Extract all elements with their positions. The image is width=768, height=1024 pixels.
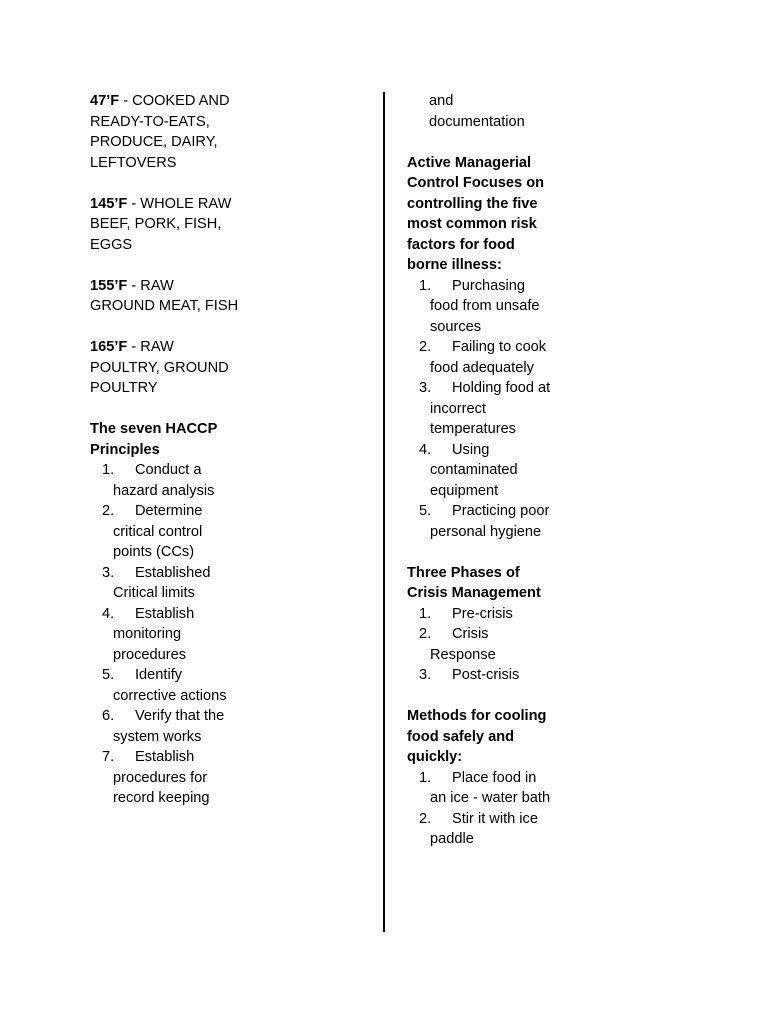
temp-description: - RAW GROUND MEAT, FISH xyxy=(90,277,239,314)
left-column xyxy=(90,91,240,829)
list-number: 1. xyxy=(419,277,432,294)
list-number: 3. xyxy=(419,380,432,396)
list-number: 3. xyxy=(102,564,115,581)
temp-value: 145’F xyxy=(90,195,128,212)
list-text: Establish procedures for record keeping xyxy=(113,749,210,806)
haccp-heading: The seven HACCP Principles xyxy=(90,421,218,458)
list-number: 2. xyxy=(419,339,432,355)
list-text: Using contaminated equipment xyxy=(430,441,518,499)
temp-value: 47’F xyxy=(90,93,120,109)
haccp-list xyxy=(90,460,240,809)
list-text: Post-crisis xyxy=(452,667,520,683)
list-text: Place food in an ice - water bath xyxy=(430,769,551,806)
list-number: 7. xyxy=(102,749,115,765)
list-item xyxy=(407,501,552,542)
list-text: Stir it with ice paddle xyxy=(430,810,538,847)
list-item xyxy=(90,706,240,747)
list-item xyxy=(90,604,240,666)
right-column xyxy=(407,91,552,870)
list-text: Established Critical limits xyxy=(113,564,211,601)
risk-factors-list xyxy=(407,276,552,543)
list-item xyxy=(90,665,240,706)
list-number: 1. xyxy=(419,605,432,622)
list-text: Failing to cook food adequately xyxy=(430,339,547,376)
list-item xyxy=(90,563,240,604)
list-continuation: and documentation xyxy=(429,93,525,130)
list-item xyxy=(407,276,552,338)
list-number: 5. xyxy=(419,503,432,519)
list-text: Determine critical control points (CCs) xyxy=(113,503,203,560)
list-item xyxy=(407,604,552,625)
list-text: Conduct a hazard analysis xyxy=(113,462,215,499)
list-text: Practicing poor personal hygiene xyxy=(430,503,550,540)
list-item xyxy=(90,501,240,563)
list-number: 2. xyxy=(419,810,432,827)
list-text: Holding food at incorrect temperatures xyxy=(430,380,551,437)
list-text: Verify that the system works xyxy=(113,708,225,745)
temp-entry-145 xyxy=(90,194,240,256)
temp-entry-47 xyxy=(90,91,240,173)
temp-description: - COOKED AND READY-TO-EATS, PRODUCE, DAIRY, LEFTOVERS xyxy=(90,93,230,171)
list-item xyxy=(407,624,552,665)
list-item xyxy=(407,440,552,502)
list-item xyxy=(407,665,552,686)
temp-description: - RAW POULTRY, GROUND POULTRY xyxy=(90,339,229,396)
temp-value: 155’F xyxy=(90,277,128,294)
list-number: 6. xyxy=(102,708,115,724)
temp-entry-155 xyxy=(90,276,240,317)
list-number: 1. xyxy=(102,462,115,478)
cooling-methods-list xyxy=(407,768,552,850)
crisis-heading: Three Phases of Crisis Management xyxy=(407,564,541,601)
list-number: 2. xyxy=(419,626,432,642)
list-number: 4. xyxy=(102,605,115,622)
temp-value: 165’F xyxy=(90,339,128,355)
list-text: Pre-crisis xyxy=(452,605,513,622)
list-number: 2. xyxy=(102,503,115,519)
list-number: 4. xyxy=(419,441,432,458)
list-number: 1. xyxy=(419,769,432,786)
list-text: Identify corrective actions xyxy=(113,667,227,704)
temp-description: - WHOLE RAW BEEF, PORK, FISH, EGGS xyxy=(90,195,232,253)
list-item xyxy=(407,337,552,378)
list-item xyxy=(407,809,552,850)
list-text: Establish monitoring procedures xyxy=(113,605,195,663)
crisis-phases-list xyxy=(407,604,552,686)
cooling-heading: Methods for cooling food safely and quickly: xyxy=(407,708,547,765)
list-text: Purchasing food from unsafe sources xyxy=(430,277,540,335)
list-text: Crisis Response xyxy=(430,626,496,663)
list-number: 5. xyxy=(102,667,115,683)
list-item xyxy=(90,747,240,809)
column-divider xyxy=(383,92,385,932)
list-item xyxy=(407,378,552,440)
temp-entry-165 xyxy=(90,337,240,399)
list-item xyxy=(407,768,552,809)
list-item xyxy=(90,460,240,501)
list-number: 3. xyxy=(419,667,432,683)
amc-heading: Active Managerial Control Focuses on controlling the five most common risk factors for food borne illness: xyxy=(407,154,545,273)
